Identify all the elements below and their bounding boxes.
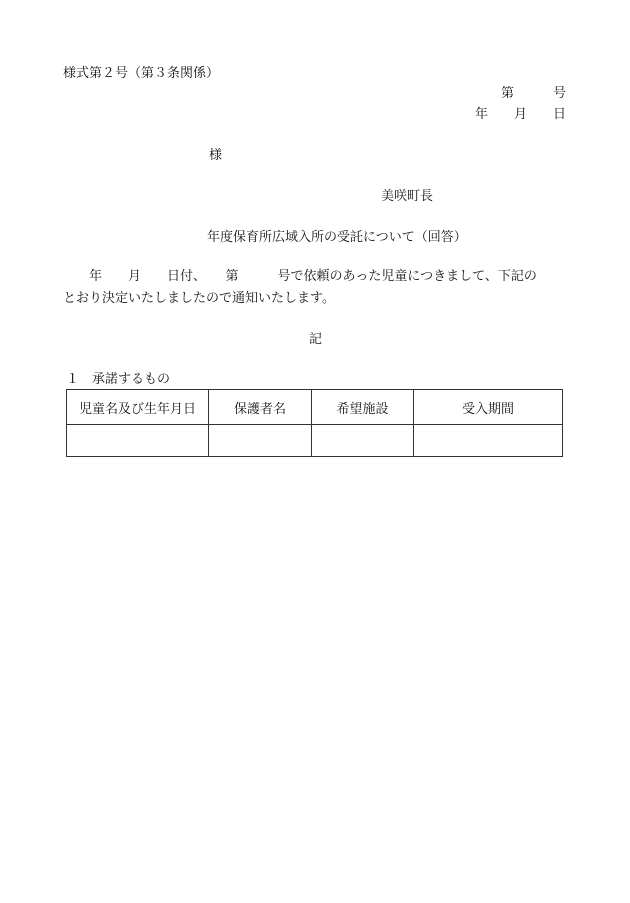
table-cell [414,425,563,457]
section-heading: １ 承諾するもの [66,372,171,387]
issuer: 美咲町長 [381,189,434,204]
table-header-row [67,390,563,425]
approval-table [66,389,563,457]
addressee: 様 [209,148,223,163]
column-header-facility: 希望施設 [312,390,414,425]
form-label: 様式第２号（第３条関係） [63,66,220,81]
column-header-period: 受入期間 [414,390,563,425]
table-cell [67,425,209,457]
table-row [67,425,563,457]
document-date: 年 月 日 [474,107,566,122]
document-number: 第 号 [500,86,566,101]
ki-heading: 記 [309,332,323,347]
table-cell [209,425,312,457]
column-header-child-name: 児童名及び生年月日 [67,390,209,425]
column-header-guardian: 保護者名 [209,390,312,425]
body-text-line-2: とおり決定いたしましたので通知いたします。 [63,291,335,306]
table-cell [312,425,414,457]
body-text-line-1: 年 月 日付、 第 号で依頼のあった児童につきまして、下記の [63,269,537,284]
document-subject: 年度保育所広域入所の受託について（回答） [207,230,467,245]
